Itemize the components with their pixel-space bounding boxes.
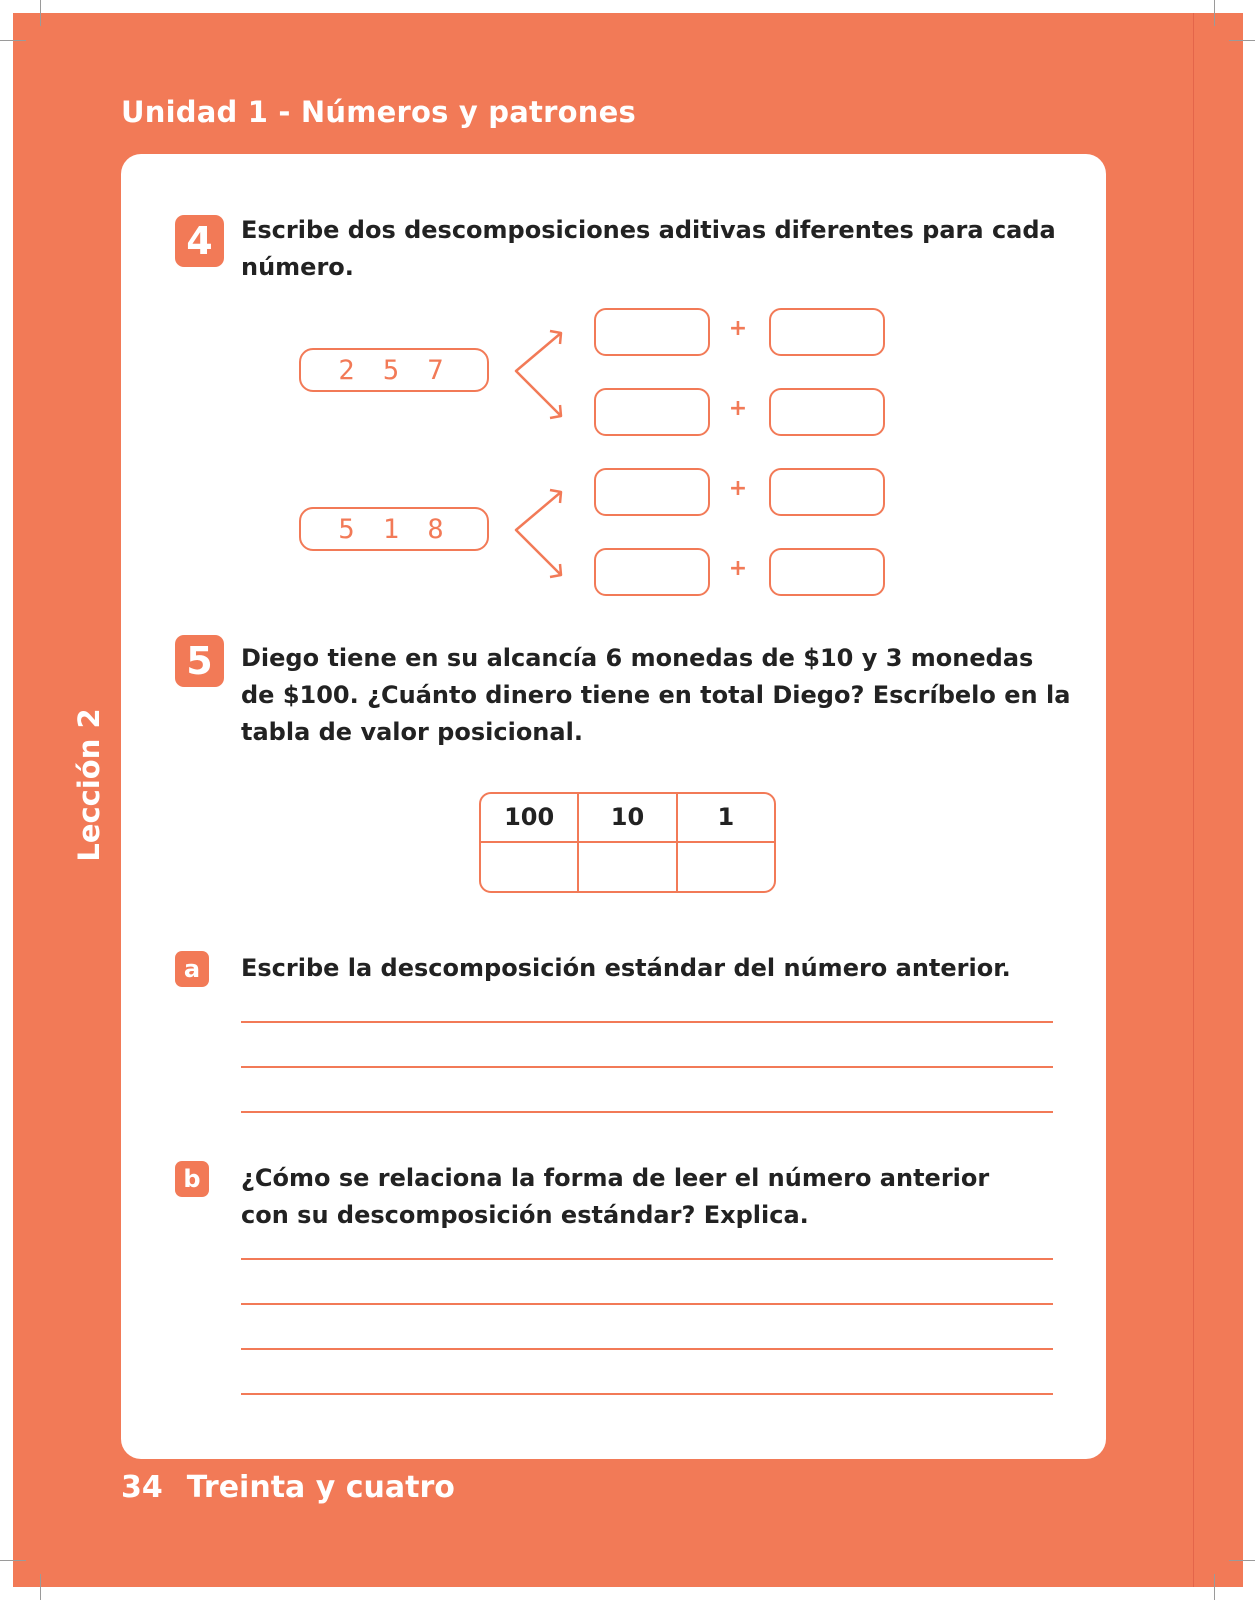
part-a-prompt: Escribe la descomposición estándar del número anterior.	[241, 954, 1011, 982]
crop-mark	[1214, 1574, 1215, 1600]
answer-line[interactable]	[241, 1021, 1053, 1023]
split-arrow-icon	[510, 322, 570, 422]
place-value-answer-cell[interactable]	[481, 843, 579, 892]
answer-line[interactable]	[241, 1258, 1053, 1260]
addend-input-box[interactable]	[769, 388, 885, 436]
plus-sign: +	[728, 316, 748, 341]
number-box-518: 5 1 8	[299, 507, 489, 551]
crop-mark	[40, 0, 41, 26]
page-number-words: Treinta y cuatro	[186, 1470, 455, 1505]
place-value-header-hundreds: 100	[481, 794, 579, 841]
answer-line[interactable]	[241, 1066, 1053, 1068]
part-b-prompt: ¿Cómo se relaciona la forma de leer el número anterior con su descomposición estándar? Explica.	[241, 1164, 990, 1229]
place-value-answer-cell[interactable]	[579, 843, 677, 892]
page-edge-strip	[1193, 13, 1243, 1587]
part-b-badge: b	[175, 1161, 209, 1197]
part-a-badge: a	[175, 951, 209, 987]
unit-title: Unidad 1 - Números y patrones	[121, 95, 636, 129]
place-value-header-tens: 10	[579, 794, 677, 841]
exercise-5-badge: 5	[175, 635, 224, 687]
addend-input-box[interactable]	[594, 548, 710, 596]
crop-mark	[1229, 1560, 1255, 1561]
place-value-header-ones: 1	[717, 803, 735, 832]
plus-sign: +	[728, 476, 748, 501]
exercise-4-prompt: Escribe dos descomposiciones aditivas diferentes para cada número.	[241, 216, 1056, 281]
place-value-table	[479, 792, 776, 893]
split-arrow-icon	[510, 481, 570, 581]
place-value-answer-cell[interactable]	[678, 843, 774, 892]
number-box-257: 2 5 7	[299, 348, 489, 392]
addend-input-box[interactable]	[769, 468, 885, 516]
addend-input-box[interactable]	[769, 548, 885, 596]
exercise-5-prompt: Diego tiene en su alcancía 6 monedas de $10 y 3 monedas de $100. ¿Cuánto dinero tiene en total Diego? Escríbelo en la tabla de valor posicional.	[241, 644, 1071, 746]
addend-input-box[interactable]	[594, 468, 710, 516]
page-footer	[121, 1470, 455, 1505]
addend-input-box[interactable]	[594, 388, 710, 436]
crop-mark	[0, 1560, 26, 1561]
answer-line[interactable]	[241, 1111, 1053, 1113]
addend-input-box[interactable]	[769, 308, 885, 356]
crop-mark	[40, 1574, 41, 1600]
plus-sign: +	[728, 556, 748, 581]
lesson-side-label: Lección 2	[72, 708, 106, 862]
answer-line[interactable]	[241, 1303, 1053, 1305]
addend-input-box[interactable]	[594, 308, 710, 356]
answer-line[interactable]	[241, 1393, 1053, 1395]
plus-sign: +	[728, 396, 748, 421]
page-number: 34	[121, 1470, 163, 1505]
crop-mark	[1214, 0, 1215, 26]
crop-mark	[0, 40, 26, 41]
answer-line[interactable]	[241, 1348, 1053, 1350]
crop-mark	[1229, 40, 1255, 41]
exercise-4-badge: 4	[175, 215, 224, 267]
